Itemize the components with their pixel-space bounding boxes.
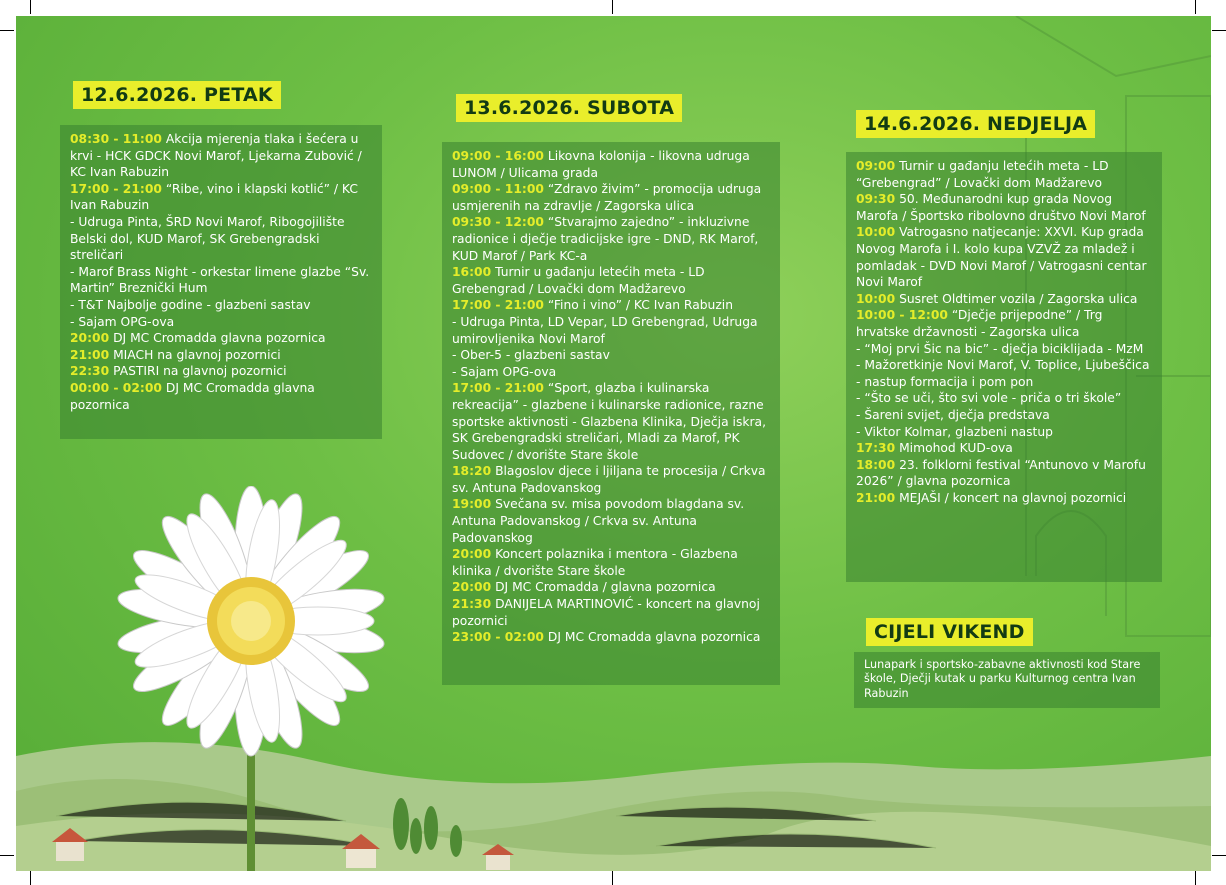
schedule-item xyxy=(452,181,770,214)
event-description: DANIJELA MARTINOVIĆ - koncert na glavnoj pozornici xyxy=(452,597,760,628)
event-time: 09:30 - 12:00 xyxy=(452,215,544,230)
event-description: “Sport, glazba i kulinarska rekreacija” - glazbene i kulinarske radionice, razne sportske aktivnosti - Glazbena Klinika, Dječja iskra, SK Grebengradski streličari, Mladi za Marof, PK Sudovec / dvorište Stare škole xyxy=(452,381,766,462)
schedule-item xyxy=(856,390,1152,407)
event-description: Koncert polaznika i mentora - Glazbena klinika / dvorište Stare škole xyxy=(452,547,738,578)
crop-mark xyxy=(1212,855,1226,856)
weekend-panel xyxy=(854,652,1160,708)
saturday-header: 13.6.2026. SUBOTA xyxy=(456,94,682,122)
friday-schedule xyxy=(60,125,382,439)
event-time: 09:30 xyxy=(856,192,896,207)
schedule-item xyxy=(856,457,1152,490)
event-description: - Ober-5 - glazbeni sastav xyxy=(452,348,610,363)
fold-mark xyxy=(612,871,613,885)
schedule-item xyxy=(70,314,372,331)
sunday-header: 14.6.2026. NEDJELJA xyxy=(856,110,1095,138)
schedule-item xyxy=(452,463,770,496)
event-time: 18:00 xyxy=(856,457,896,472)
event-description: Mimohod KUD-ova xyxy=(895,441,1013,456)
event-description: - “Što se uči, što svi vole - priča o tri škole” xyxy=(856,391,1122,406)
event-time: 20:00 xyxy=(70,331,110,346)
event-time: 10:00 xyxy=(856,291,896,306)
schedule-item xyxy=(70,214,372,264)
crop-mark xyxy=(1212,30,1226,31)
event-description: Akcija mjerenja tlaka i šećera u krvi - HCK GDCK Novi Marof, Ljekarna Zubović / KC Ivan Rabuzin xyxy=(70,132,362,180)
schedule-item xyxy=(856,407,1152,424)
schedule-item xyxy=(70,297,372,314)
event-description: “Stvarajmo zajedno” - inkluzivne radionice i dječje tradicijske igre - DND, RK Marof, KUD Marof / Park KC-a xyxy=(452,215,759,263)
event-time: 20:00 xyxy=(452,547,492,562)
schedule-item xyxy=(70,131,372,181)
schedule-item xyxy=(856,341,1152,358)
event-time: 22:30 xyxy=(70,364,110,379)
schedule-item xyxy=(452,148,770,181)
crop-mark xyxy=(30,871,31,885)
event-time: 21:00 xyxy=(856,490,896,505)
schedule-item xyxy=(856,224,1152,290)
event-description: DJ MC Cromadda / glavna pozornica xyxy=(491,580,716,595)
event-description: “Zdravo živim” - promocija udruga usmjerenih na zdravlje / Zagorska ulica xyxy=(452,182,762,213)
schedule-item xyxy=(70,264,372,297)
event-description: 50. Međunarodni kup grada Novog Marofa / Športsko ribolovno društvo Novi Marof xyxy=(856,192,1146,223)
event-time: 17:00 - 21:00 xyxy=(452,381,544,396)
schedule-item xyxy=(452,314,770,347)
schedule-item xyxy=(452,347,770,364)
event-description: 23. folklorni festival “Antunovo v Marofu 2026” / glavna pozornica xyxy=(856,457,1146,489)
schedule-item xyxy=(856,440,1152,457)
schedule-item xyxy=(856,307,1152,340)
event-description: - Sajam OPG-ova xyxy=(70,314,175,329)
event-time: 19:00 xyxy=(452,497,492,512)
event-description: DJ MC Cromadda glavna pozornica xyxy=(109,331,326,346)
event-description: - T&T Najbolje godine - glazbeni sastav xyxy=(70,297,311,312)
schedule-item xyxy=(70,181,372,214)
crop-mark xyxy=(1195,871,1196,885)
schedule-item xyxy=(70,380,372,413)
event-description: - Marof Brass Night - orkestar limene glazbe “Sv. Martin” Breznički Hum xyxy=(70,264,370,296)
schedule-item xyxy=(452,214,770,264)
event-description: “Dječje prijepodne” / Trg hrvatske državnosti - Zagorska ulica xyxy=(856,308,1103,339)
event-time: 21:30 xyxy=(452,597,492,612)
program-sheet xyxy=(16,16,1211,871)
event-description: Susret Oldtimer vozila / Zagorska ulica xyxy=(895,291,1138,306)
schedule-item xyxy=(856,357,1152,390)
daisy-illustration xyxy=(116,486,386,871)
event-description: Turnir u gađanju letećih meta - LD “Grebengrad” / Lovački dom Madžarevo xyxy=(856,159,1109,190)
event-description: “Ribe, vino i klapski kotlić” / KC Ivan Rabuzin xyxy=(70,181,358,213)
event-time: 10:00 xyxy=(856,225,896,240)
event-time: 09:00 - 11:00 xyxy=(452,182,544,197)
event-description: - Viktor Kolmar, glazbeni nastup xyxy=(856,424,1053,439)
event-time: 17:00 - 21:00 xyxy=(70,181,162,196)
event-description: Blagoslov djece i ljiljana te procesija / Crkva sv. Antuna Padovanskog xyxy=(452,464,766,495)
friday-header: 12.6.2026. PETAK xyxy=(73,81,281,109)
event-description: DJ MC Cromadda glavna pozornica xyxy=(70,380,315,412)
event-time: 00:00 - 02:00 xyxy=(70,380,162,395)
schedule-item xyxy=(856,424,1152,441)
event-description: MEJAŠI / koncert na glavnoj pozornici xyxy=(895,490,1127,505)
crop-mark xyxy=(1195,0,1196,14)
event-description: Turnir u gađanju letećih meta - LD Grebengrad / Lovački dom Madžarevo xyxy=(452,265,705,296)
schedule-item xyxy=(452,546,770,579)
sunday-schedule xyxy=(846,152,1162,582)
schedule-item xyxy=(452,629,770,646)
event-description: MIACH na glavnoj pozornici xyxy=(109,347,281,362)
event-time: 16:00 xyxy=(452,265,492,280)
event-time: 17:00 - 21:00 xyxy=(452,298,544,313)
event-time: 17:30 xyxy=(856,441,896,456)
schedule-item xyxy=(856,490,1152,507)
schedule-item xyxy=(452,264,770,297)
event-description: PASTIRI na glavnoj pozornici xyxy=(109,364,287,379)
event-description: Svečana sv. misa povodom blagdana sv. Antuna Padovanskog / Crkva sv. Antuna Padovanskog xyxy=(452,497,745,545)
schedule-item xyxy=(856,191,1152,224)
schedule-item xyxy=(452,297,770,314)
crop-mark xyxy=(30,0,31,14)
event-time: 09:00 xyxy=(856,159,896,173)
weekend-text: Lunapark i sportsko-zabavne aktivnosti kod Stare škole, Dječji kutak u parku Kulturnog centra Ivan Rabuzin xyxy=(864,658,1141,700)
schedule-item xyxy=(70,347,372,364)
saturday-schedule xyxy=(442,142,780,685)
event-description: - Šareni svijet, dječja predstava xyxy=(856,407,1050,422)
event-description: - Udruga Pinta, ŠRD Novi Marof, Ribogojilište Belski dol, KUD Marof, SK Grebengradski streličari xyxy=(70,214,345,263)
crop-mark xyxy=(0,855,14,856)
schedule-item xyxy=(452,496,770,546)
event-time: 08:30 - 11:00 xyxy=(70,132,162,146)
event-time: 10:00 - 12:00 xyxy=(856,308,948,323)
schedule-item xyxy=(452,596,770,629)
fold-mark xyxy=(612,0,613,14)
schedule-item xyxy=(452,579,770,596)
event-time: 09:00 - 16:00 xyxy=(452,149,544,163)
weekend-header: CIJELI VIKEND xyxy=(866,618,1033,646)
schedule-item xyxy=(856,291,1152,308)
schedule-item xyxy=(70,330,372,347)
event-time: 18:20 xyxy=(452,464,492,479)
crop-mark xyxy=(0,30,14,31)
event-description: DJ MC Cromadda glavna pozornica xyxy=(543,630,761,645)
schedule-item xyxy=(856,158,1152,191)
event-time: 23:00 - 02:00 xyxy=(452,630,544,645)
event-description: “Fino i vino” / KC Ivan Rabuzin xyxy=(543,298,734,313)
event-description: Vatrogasno natjecanje: XXVI. Kup grada Novog Marofa i I. kolo kupa VZVŽ za mladež i pomladak - DVD Novi Marof / Vatrogasni centar Novi Marof xyxy=(856,225,1147,290)
schedule-item xyxy=(70,363,372,380)
event-description: Likovna kolonija - likovna udruga LUNOM / Ulicama grada xyxy=(452,149,750,180)
event-description: - Udruga Pinta, LD Vepar, LD Grebengrad, Udruga umirovljenika Novi Marof xyxy=(452,314,758,346)
event-time: 21:00 xyxy=(70,347,110,362)
event-time: 20:00 xyxy=(452,580,492,595)
event-description: - Sajam OPG-ova xyxy=(452,364,557,379)
event-description: - Mažoretkinje Novi Marof, V. Toplice, Ljubeščica - nastup formacija i pom pon xyxy=(856,358,1150,389)
schedule-item xyxy=(452,380,770,463)
schedule-item xyxy=(452,364,770,381)
event-description: - “Moj prvi Šic na bic” - dječja biciklijada - MzM xyxy=(856,341,1144,356)
